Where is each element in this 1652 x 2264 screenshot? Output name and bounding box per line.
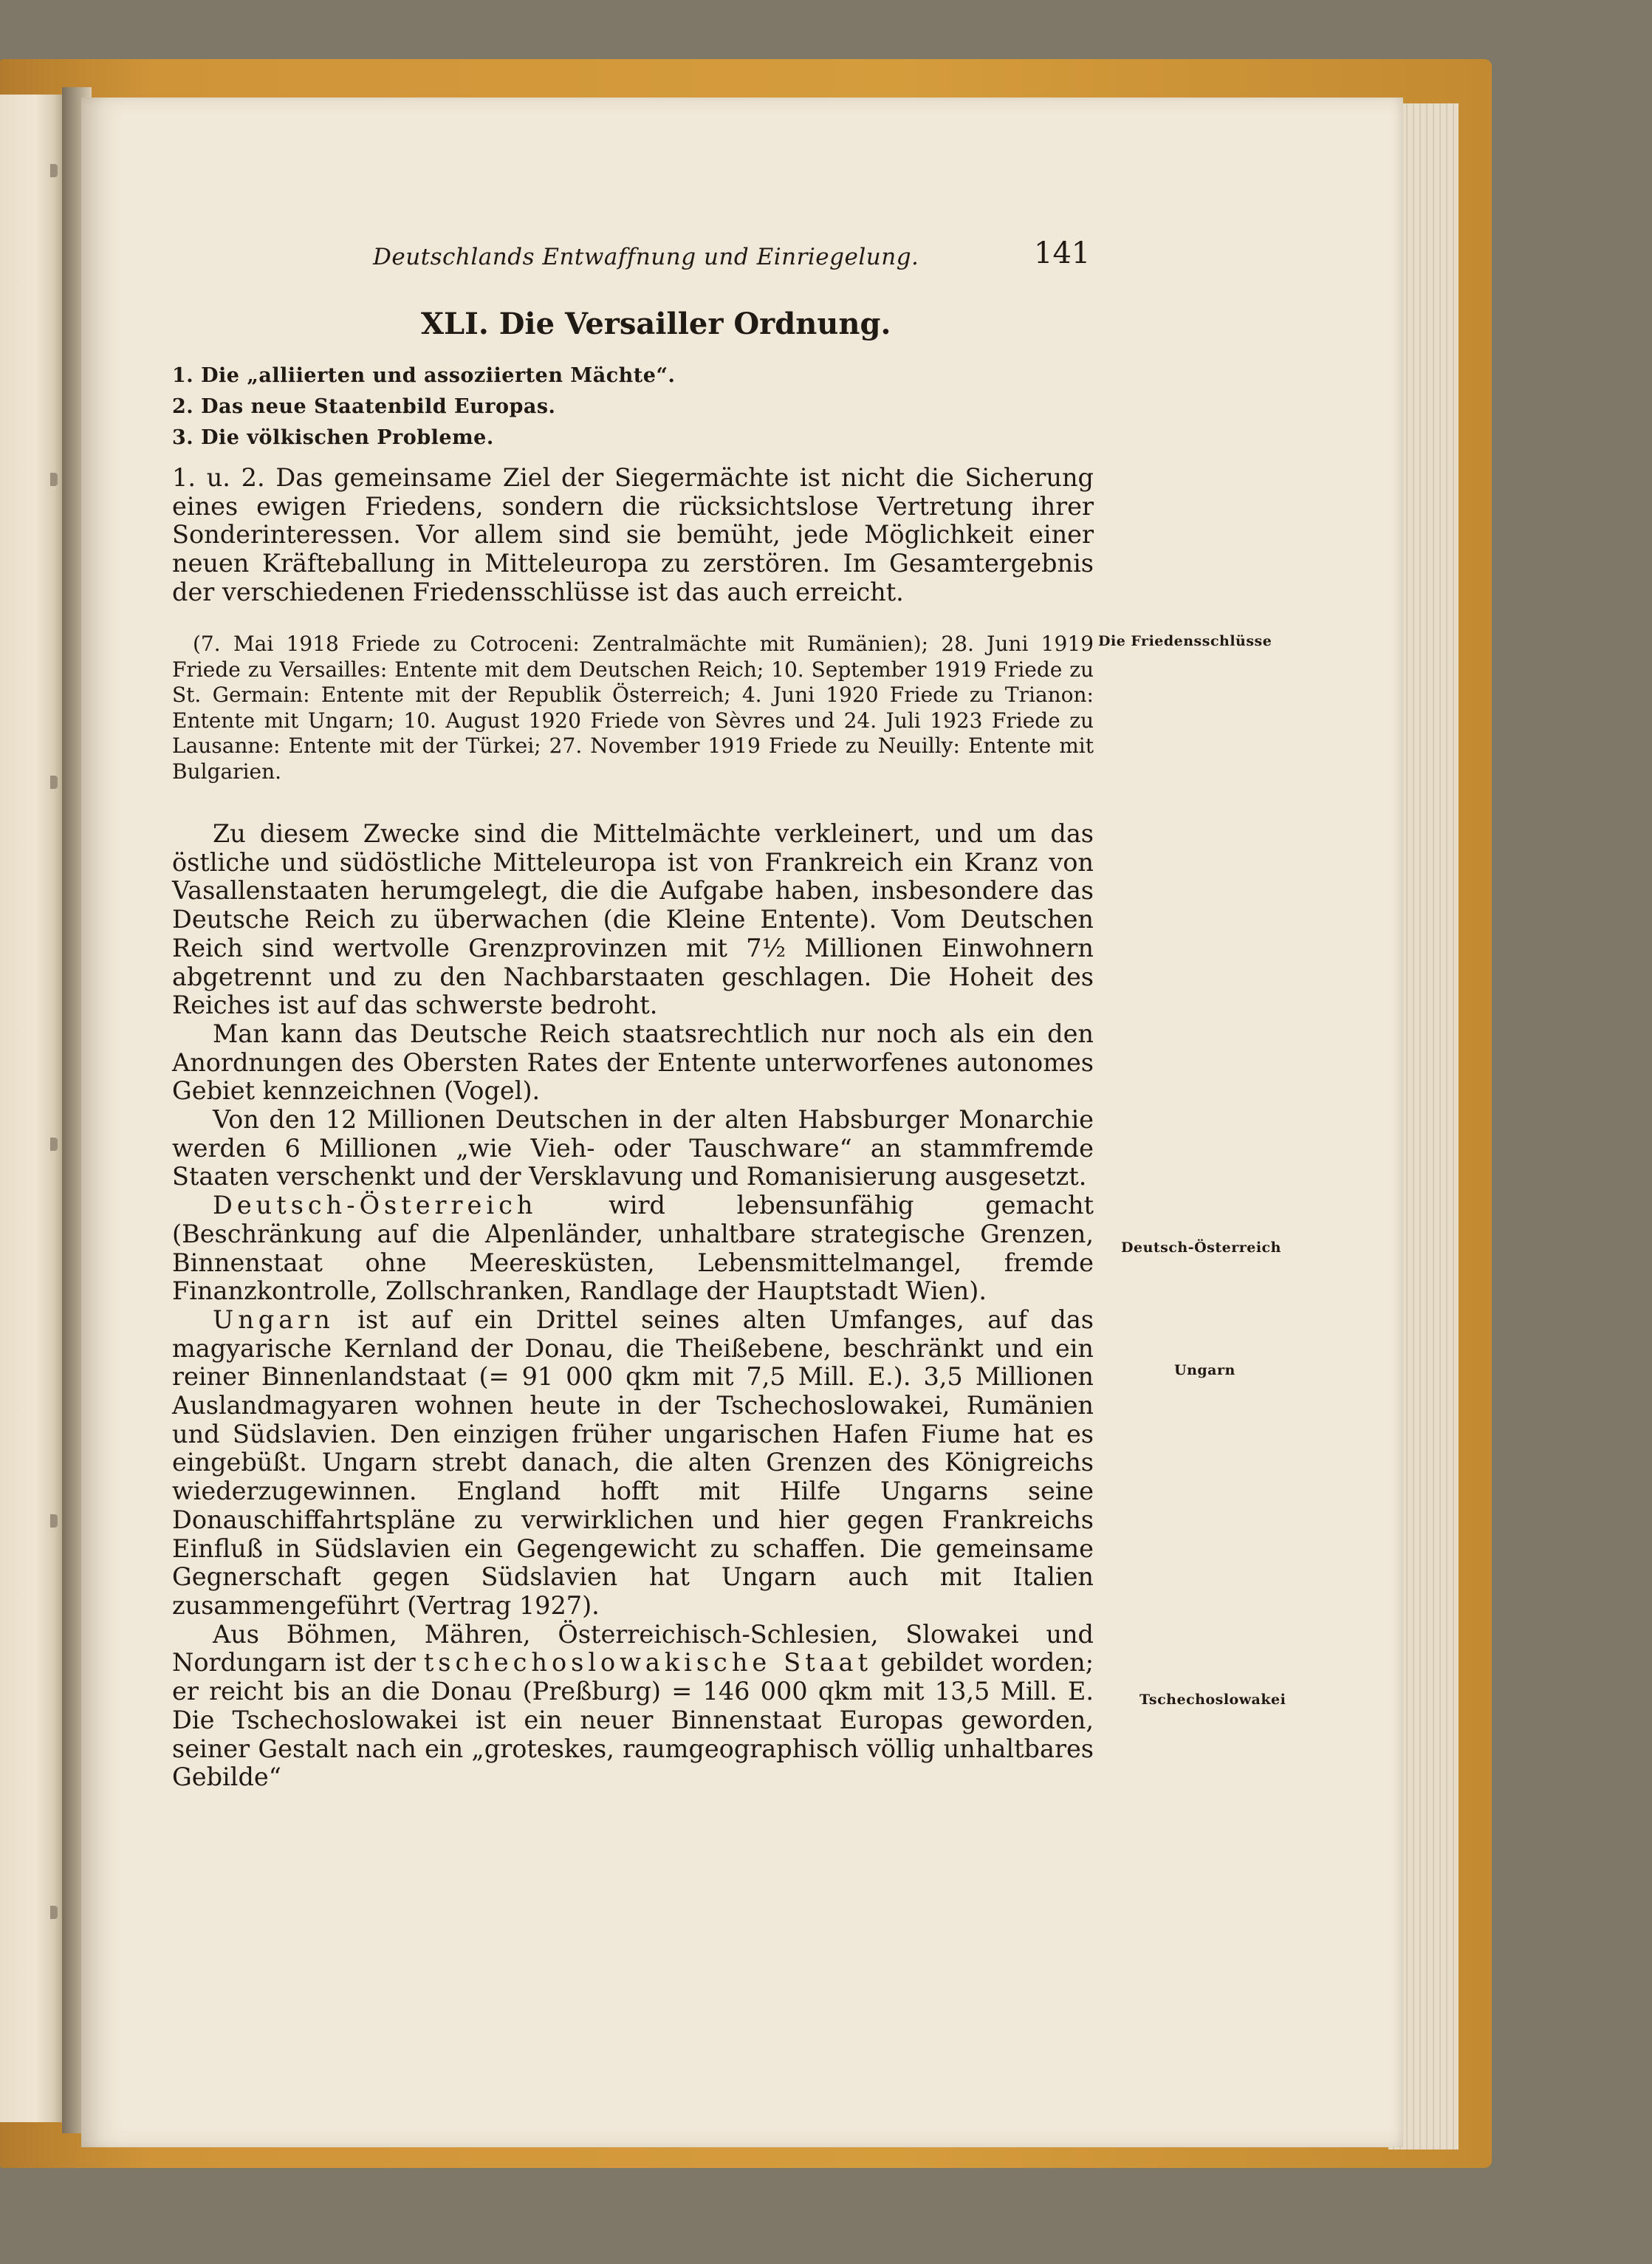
page-notch — [50, 776, 58, 789]
treaty-list: (7. Mai 1918 Friede zu Cotroceni: Zentralmächte mit Rumänien); 28. Juni 1919 Friede zu Versailles: Entente mit dem Deutschen Reich; 10. September 1919 Friede zu St. Germain: Entente mit der Republik Österreich; 4. Juni 1920 Friede zu Trianon: Entente mit Ungarn; 10. August 1920 Friede von Sèvres und 24. Juli 1923 Friede zu Lausanne: Entente mit der Türkei; 27. November 1919 Friede zu Neuilly: Entente mit Bulgarien. — [172, 632, 1094, 784]
chapter-title: XLI. Die Versailler Ordnung. — [421, 307, 891, 341]
main-text — [172, 820, 1094, 1792]
margin-note-oesterreich: Deutsch-Österreich — [1121, 1239, 1281, 1256]
paragraph-intro — [172, 464, 1094, 607]
page-notch — [50, 1514, 58, 1528]
page-number: 141 — [1034, 236, 1091, 270]
paragraph-tschechoslowakei — [172, 1621, 1094, 1792]
footnote-treaties — [172, 632, 1094, 785]
paragraph: Man kann das Deutsche Reich staatsrechtlich nur noch als ein den Anordnungen des Obersten Rates der Entente unterworfenes autonomes Gebiet kennzeichnen (Vogel). — [172, 1019, 1094, 1106]
paragraph-text: ist auf ein Drittel seines alten Umfanges, auf das magyarische Kernland der Donau, die Theißebene, beschränkt und ein reiner Binnenlandstaat (= 91 000 qkm mit 7,5 Mill. E.). 3,5 Millionen Auslandmagyaren wohnen heute in der Tschechoslowakei, Rumänien und Südslavien. Den einzigen früher ungarischen Hafen Fiume hat es eingebüßt. Ungarn strebt danach, die alten Grenzen des Königreichs wiederzugewinnen. England hofft mit Hilfe Ungarns seine Donauschiffahrtspläne zu verwirklichen und hier gegen Frankreichs Einfluß in Südslavien ein Gegengewicht zu schaffen. Die gemeinsame Gegnerschaft gegen Südslavien hat Ungarn auch mit Italien zusammengeführt (Vertrag 1927). — [172, 1304, 1094, 1620]
margin-note-tschechoslowakei: Tschechoslowakei — [1139, 1692, 1286, 1708]
paragraph-text: Aus Böhmen, Mähren, Österreichisch-Schlesien, Slowakei und Nordungarn ist der — [172, 1619, 1094, 1678]
margin-note-ungarn: Ungarn — [1174, 1362, 1235, 1378]
page-notch — [50, 473, 58, 486]
spaced-term: Deutsch-Österreich — [213, 1191, 538, 1220]
left-page — [0, 95, 64, 2122]
paragraph: Von den 12 Millionen Deutschen in der alten Habsburger Monarchie werden 6 Millionen „wie Vieh- oder Tauschware“ an stammfremde Staaten verschenkt und der Versklavung und Romanisierung ausgesetzt. — [172, 1105, 1094, 1191]
toc-item: 3. Die völkischen Probleme. — [172, 426, 494, 449]
paragraph-text: wird lebensunfähig gemacht (Beschränkung auf die Alpenländer, unhaltbare strategische Grenzen, Binnenstaat ohne Meeresküsten, Lebensmittelmangel, fremde Finanzkontrolle, Zollschranken, Randlage der Hauptstadt Wien). — [172, 1191, 1094, 1306]
paragraph-ungarn — [172, 1306, 1094, 1621]
toc-item: 1. Die „alliierten und assoziierten Mächte“. — [172, 364, 676, 387]
toc-item: 2. Das neue Staatenbild Europas. — [172, 395, 556, 418]
page-notch — [50, 1906, 58, 1919]
running-header: Deutschlands Entwaffnung und Einriegelung. — [373, 244, 919, 270]
margin-note-friedensschluesse: Die Friedensschlüsse — [1098, 633, 1272, 649]
paragraph: 1. u. 2. Das gemeinsame Ziel der Siegermächte ist nicht die Sicherung eines ewigen Friedens, sondern die rücksichtslose Vertretung ihrer Sonderinteressen. Vor allem sind sie bemüht, jede Möglichkeit einer neuen Kräfteballung in Mitteleuropa zu zerstören. Im Gesamtergebnis der verschiedenen Friedensschlüsse ist das auch erreicht. — [172, 463, 1094, 606]
page-notch — [50, 164, 58, 177]
paragraph: Zu diesem Zwecke sind die Mittelmächte verkleinert, und um das östliche und südöstliche Mitteleuropa ist von Frankreich ein Kranz von Vasallenstaaten herumgelegt, die die Aufgabe haben, insbesondere das Deutsche Reich zu überwachen (die Kleine Entente). Vom Deutschen Reich sind wertvolle Grenzprovinzen mit 7½ Millionen Einwohnern abgetrennt und zu den Nachbarstaaten geschlagen. Die Hoheit des Reiches ist auf das schwerste bedroht. — [172, 819, 1094, 1020]
spaced-term: tschechoslowakische Staat — [423, 1648, 873, 1678]
paragraph-text: gebildet worden; er reicht bis an die Donau (Preßburg) = 146 000 qkm mit 13,5 Mill. E. Die Tschechoslowakei ist ein neuer Binnenstaat Europas geworden, seiner Gestalt nach ein „groteskes, raumgeographisch völlig unhaltbares Gebilde“ — [172, 1648, 1094, 1792]
page-notch — [50, 1138, 58, 1151]
paragraph-oesterreich — [172, 1191, 1094, 1306]
spaced-term: Ungarn — [213, 1304, 335, 1334]
